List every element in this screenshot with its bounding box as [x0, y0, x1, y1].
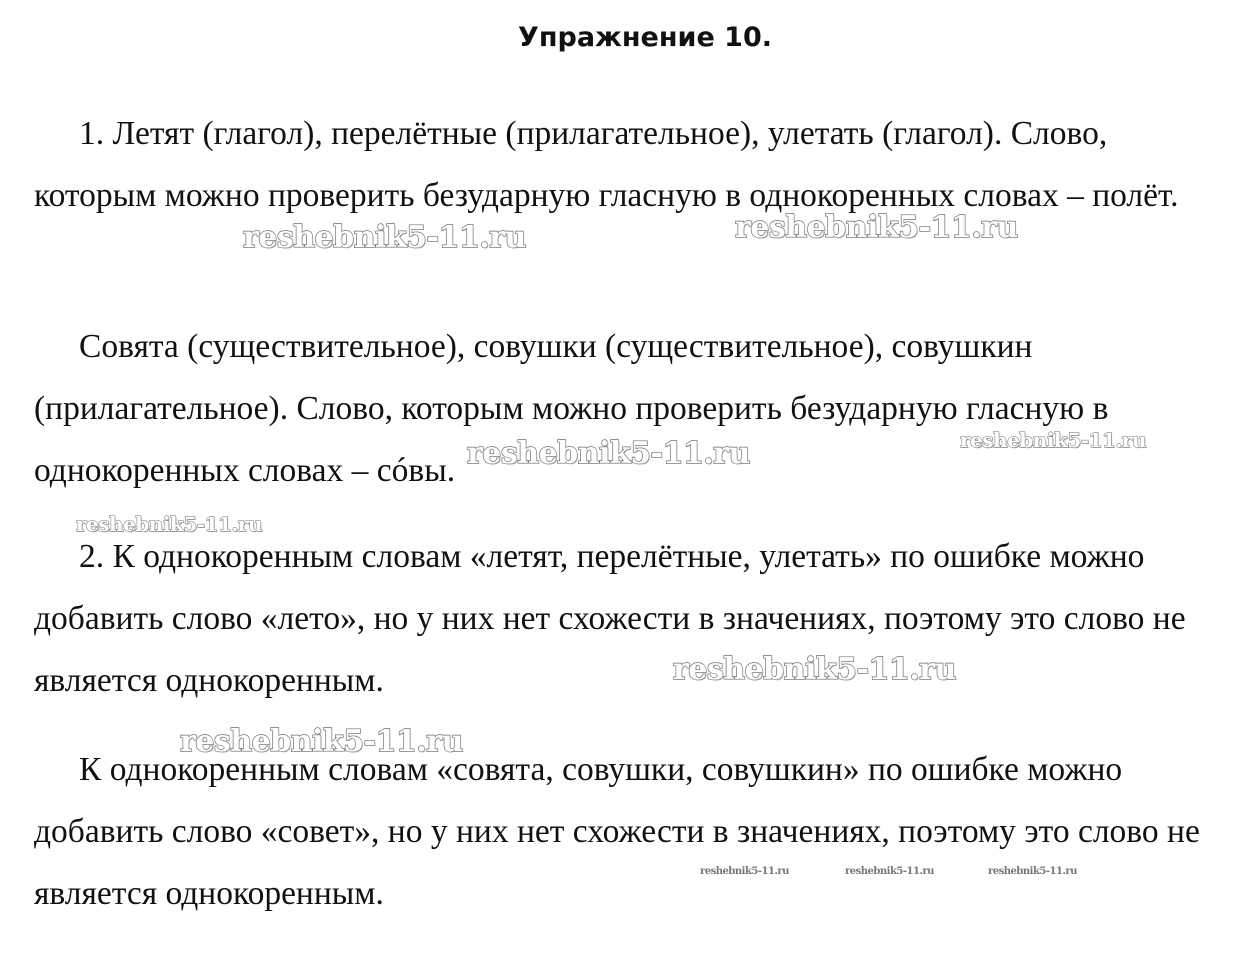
- watermark: reshebnik5-11.ru: [180, 724, 463, 759]
- paragraph-4: К однокоренным словам «совята, совушки, совушкин» по ошибке можно добавить слово «совет», но у них нет схожести в значениях, поэтому это слово не является однокоренным.: [34, 751, 1200, 912]
- watermark: reshebnik5-11.ru: [673, 652, 956, 687]
- watermark: reshebnik5-11.ru: [988, 866, 1077, 877]
- watermark: reshebnik5-11.ru: [243, 220, 526, 255]
- watermark: reshebnik5-11.ru: [960, 428, 1146, 452]
- watermark: reshebnik5-11.ru: [700, 866, 789, 877]
- exercise-title: Упражнение 10.: [518, 22, 772, 53]
- watermark: reshebnik5-11.ru: [467, 436, 750, 471]
- watermark: reshebnik5-11.ru: [76, 512, 262, 536]
- watermark: reshebnik5-11.ru: [845, 866, 934, 877]
- watermark: reshebnik5-11.ru: [735, 210, 1018, 245]
- paragraph-3: 2. К однокоренным словам «летят, перелётные, улетать» по ошибке можно добавить слово «лето», но у них нет схожести в значениях, поэтому это слово не является однокоренным.: [34, 538, 1186, 699]
- paragraph-2: Совята (существительное), совушки (существительное), совушкин (прилагательное). Слово, которым можно проверить безударную гласную в однокоренных словах – сóвы.: [34, 328, 1109, 489]
- paragraph-1: 1. Летят (глагол), перелётные (прилагательное), улетать (глагол). Слово, которым можно проверить безударную гласную в однокоренных словах – полёт.: [34, 115, 1179, 214]
